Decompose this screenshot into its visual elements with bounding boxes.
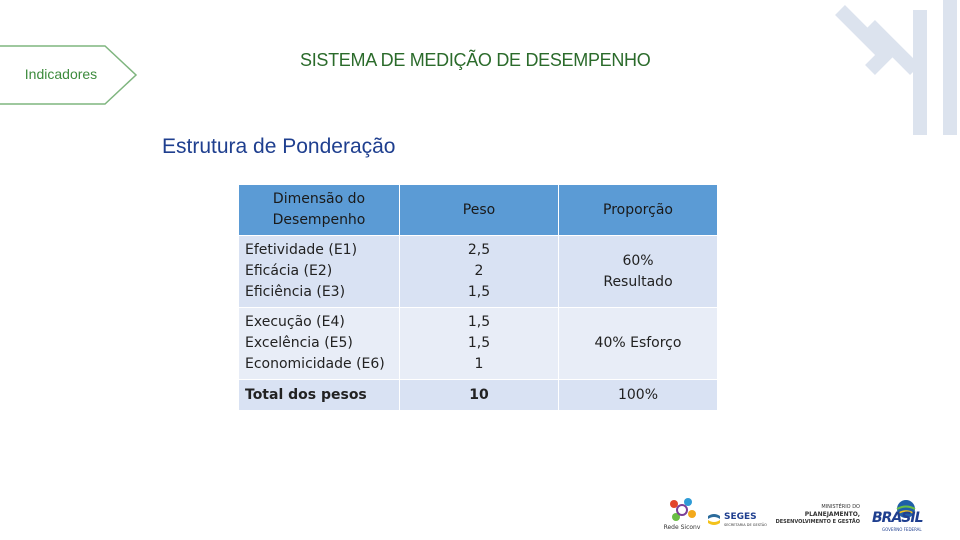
dimension-cell — [239, 308, 400, 380]
weight-value: 1,5 — [467, 314, 491, 330]
weight-value: 1,5 — [467, 335, 491, 351]
brasil-subtext: GOVERNO FEDERAL — [882, 527, 922, 532]
dimension-item: Efetividade (E1) — [245, 242, 358, 258]
header-proportion: Proporção — [559, 185, 718, 236]
dimension-item: Eficiência (E3) — [245, 284, 346, 300]
weight-value: 2 — [474, 263, 484, 279]
proportion-cell — [559, 236, 718, 308]
seges-text: SEGES — [724, 512, 757, 522]
weight-value: 1 — [474, 356, 484, 372]
ministerio-line-2: PLANEJAMENTO, — [804, 511, 860, 518]
section-title: Estrutura de Ponderação — [162, 135, 396, 158]
seges-subtext: SECRETARIA DE GESTÃO — [724, 523, 767, 527]
total-label: Total dos pesos — [239, 380, 400, 411]
dimension-item: Eficácia (E2) — [245, 263, 333, 279]
weights-table — [238, 184, 718, 411]
weight-cell — [400, 236, 559, 308]
proportion-label: Resultado — [603, 273, 673, 290]
proportion-cell — [559, 308, 718, 380]
brasil-text: BRASIL — [872, 510, 923, 526]
header-weight: Peso — [400, 185, 559, 236]
ministerio-line-3: DESENVOLVIMENTO E GESTÃO — [775, 519, 860, 525]
proportion-value: 40% Esforço — [594, 335, 682, 351]
total-weight: 10 — [400, 380, 559, 411]
table-total-row — [239, 380, 718, 411]
dimension-item: Economicidade (E6) — [245, 356, 385, 372]
indicadores-tab-label: Indicadores — [24, 66, 98, 82]
header-dimension: Dimensão do Desempenho — [239, 185, 400, 236]
dimension-item: Excelência (E5) — [245, 335, 353, 351]
ministerio-line-1: MINISTÉRIO DO — [821, 504, 860, 510]
rede-siconv-text: Rede Siconv — [663, 524, 701, 531]
total-proportion: 100% — [559, 380, 718, 411]
proportion-value: 60% — [622, 252, 654, 269]
dimension-cell — [239, 236, 400, 308]
weight-value: 1,5 — [467, 284, 491, 300]
table-row — [239, 308, 718, 380]
weight-value: 2,5 — [467, 242, 491, 258]
page-header-title: SISTEMA DE MEDIÇÃO DE DESEMPENHO — [300, 50, 651, 70]
rede-siconv-logo-icon — [664, 496, 700, 524]
table-row — [239, 236, 718, 308]
corner-brand-icon — [810, 0, 960, 140]
footer-logos — [660, 494, 950, 534]
table-header-row — [239, 185, 718, 236]
weight-cell — [400, 308, 559, 380]
seges-logo-icon — [706, 512, 722, 526]
dimension-item: Execução (E4) — [245, 314, 345, 330]
